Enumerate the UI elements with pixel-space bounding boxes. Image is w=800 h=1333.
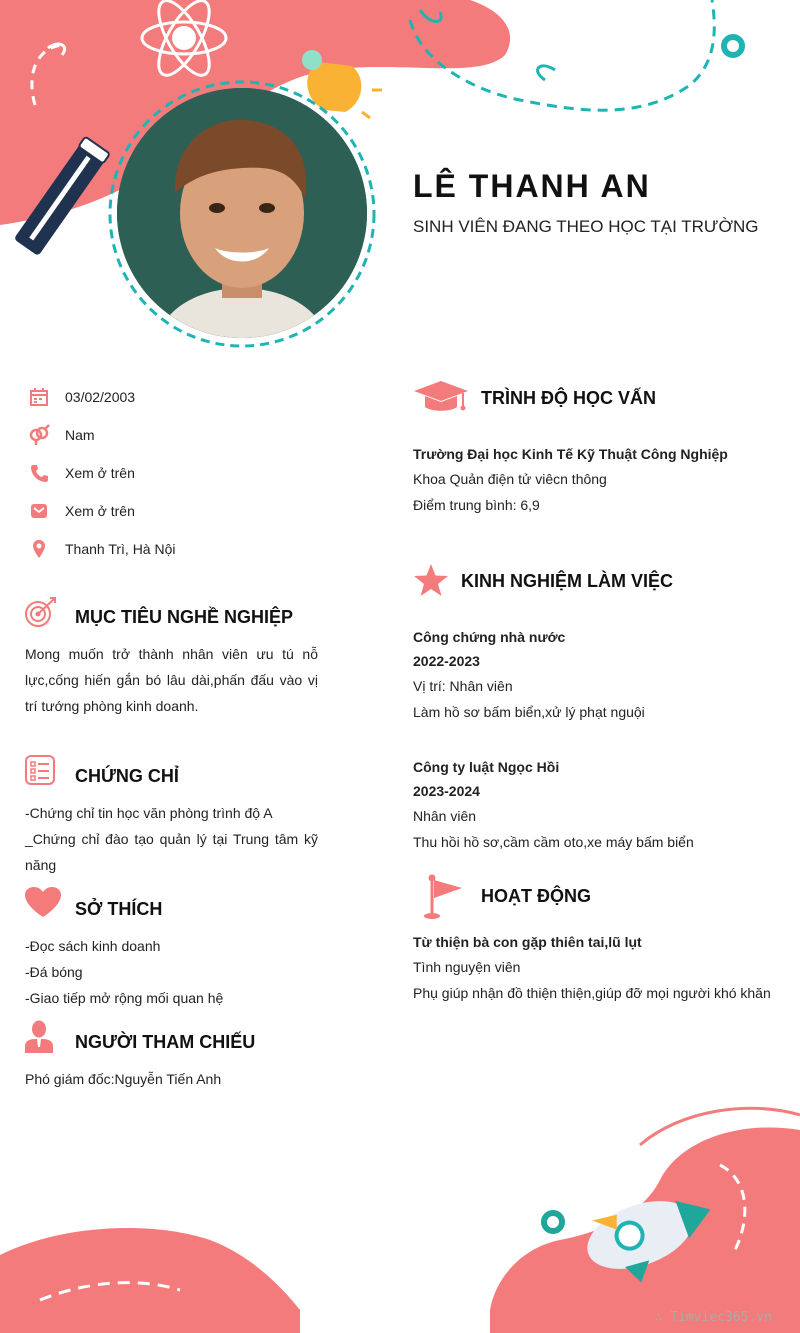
education-faculty: Khoa Quản điện tử viêcn thông bbox=[413, 471, 607, 487]
activities-title: HOẠT ĐỘNG bbox=[481, 886, 591, 906]
avatar bbox=[117, 88, 367, 338]
hobby-item: -Đá bóng bbox=[25, 964, 83, 980]
email-icon bbox=[28, 500, 50, 522]
certificate-item: _Chứng chỉ đào tạo quản lý tại Trung tâm kỹ năng bbox=[25, 831, 318, 873]
contact-phone bbox=[28, 461, 135, 485]
watermark-text[interactable]: ∴ Timviec365.vn bbox=[654, 1310, 772, 1325]
experience-title: KINH NGHIỆM LÀM VIỆC bbox=[461, 571, 674, 591]
graduation-cap-icon bbox=[413, 379, 469, 418]
job-position: Nhân viên bbox=[413, 808, 477, 824]
hobbies-title: SỞ THÍCH bbox=[75, 899, 163, 919]
references-title: NGƯỜI THAM CHIẾU bbox=[75, 1032, 256, 1052]
gender-icon bbox=[28, 424, 50, 446]
job-description: Làm hồ sơ bấm biển,xử lý phạt nguội bbox=[413, 704, 645, 720]
calendar-icon bbox=[28, 386, 50, 408]
contact-address bbox=[28, 537, 176, 561]
contact-email bbox=[28, 499, 135, 523]
education-title: TRÌNH ĐỘ HỌC VẤN bbox=[481, 388, 656, 408]
activity-name: Từ thiện bà con gặp thiên tai,lũ lụt bbox=[413, 934, 642, 950]
target-icon bbox=[24, 596, 58, 635]
objective-text: Mong muốn trở thành nhân viên ưu tú nỗ lực,cống hiến gắn bó lâu dài,phấn đấu vào vị trí tướng phòng kinh doanh. bbox=[25, 646, 318, 714]
phone-text: Xem ở trên bbox=[65, 465, 135, 481]
candidate-name: LÊ THANH AN bbox=[413, 168, 651, 204]
flag-icon bbox=[420, 874, 464, 925]
person-icon bbox=[24, 1020, 54, 1058]
email-text: Xem ở trên bbox=[65, 503, 135, 519]
address-text: Thanh Trì, Hà Nội bbox=[65, 541, 176, 557]
profile-photo bbox=[117, 88, 367, 338]
objective-title: MỤC TIÊU NGHỀ NGHIỆP bbox=[75, 607, 294, 627]
heart-icon bbox=[24, 886, 62, 923]
education-school: Trường Đại học Kinh Tế Kỹ Thuật Công Nghiệp bbox=[413, 446, 728, 462]
reference-text: Phó giám đốc:Nguyễn Tiến Anh bbox=[25, 1071, 222, 1087]
gender-text: Nam bbox=[65, 427, 95, 443]
candidate-subtitle: SINH VIÊN ĐANG THEO HỌC TẠI TRƯỜNG bbox=[413, 217, 759, 236]
phone-icon bbox=[28, 462, 50, 484]
activity-role: Tình nguyện viên bbox=[413, 959, 521, 975]
job-company: Công ty luật Ngọc Hồi bbox=[413, 759, 560, 775]
checklist-icon bbox=[24, 754, 56, 791]
contact-gender bbox=[28, 423, 95, 447]
job-period: 2023-2024 bbox=[413, 783, 480, 799]
hobby-item: -Đọc sách kinh doanh bbox=[25, 938, 161, 954]
job-company: Công chứng nhà nước bbox=[413, 629, 566, 645]
star-icon bbox=[413, 563, 449, 602]
certificates-title: CHỨNG CHỈ bbox=[75, 766, 179, 786]
hobby-item: -Giao tiếp mở rộng mối quan hệ bbox=[25, 990, 224, 1006]
contact-birthdate bbox=[28, 385, 136, 409]
job-period: 2022-2023 bbox=[413, 653, 480, 669]
education-gpa: Điểm trung bình: 6,9 bbox=[413, 497, 540, 513]
activity-description: Phụ giúp nhận đồ thiện thiện,giúp đỡ mọi người khó khăn bbox=[413, 985, 771, 1001]
birthdate-text: 03/02/2003 bbox=[65, 389, 136, 405]
job-position: Vị trí: Nhân viên bbox=[413, 678, 513, 694]
job-description: Thu hồi hồ sơ,cầm cầm oto,xe máy bấm biển bbox=[413, 834, 694, 850]
location-pin-icon bbox=[28, 538, 50, 560]
certificate-item: -Chứng chỉ tin học văn phòng trình độ A bbox=[25, 805, 273, 821]
